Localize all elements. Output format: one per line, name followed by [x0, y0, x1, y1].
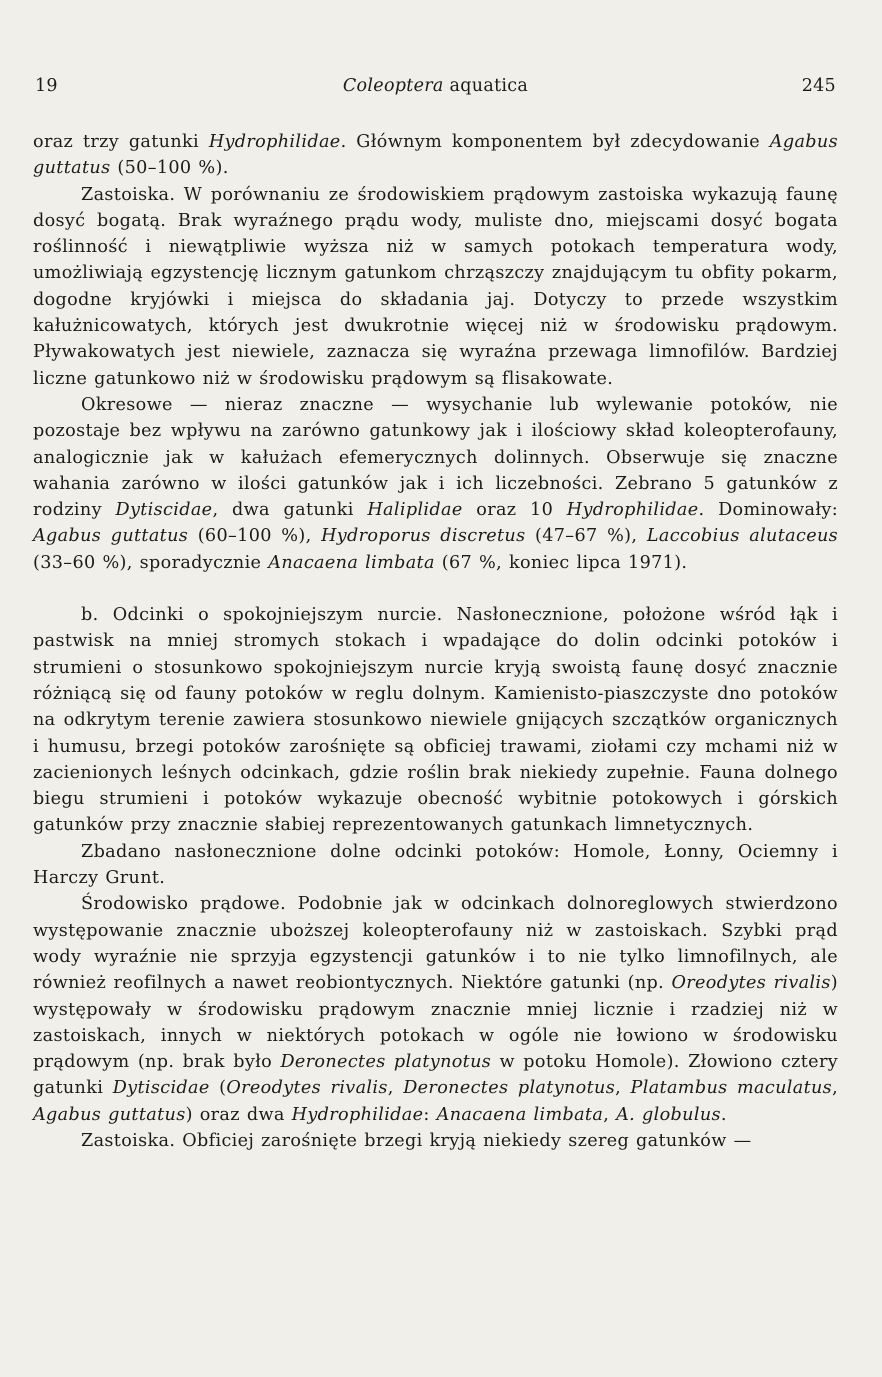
paragraph-p3 [33, 392, 838, 576]
running-title-italic: Coleoptera [342, 76, 444, 96]
italic-taxon-name: Anacaena limbata [436, 1104, 604, 1125]
italic-taxon-name: Oreodytes rivalis [671, 973, 831, 994]
italic-taxon-name: Agabus guttatus [33, 132, 838, 179]
page-number: 245 [801, 76, 836, 96]
text-run: , [387, 1078, 404, 1099]
paragraph-p2 [33, 182, 838, 392]
paragraph-p4 [33, 602, 838, 839]
paragraph-p5 [33, 839, 838, 892]
text-run: ( [209, 1078, 227, 1099]
paragraph-p6 [33, 891, 838, 1128]
text-run: oraz trzy gatunki [33, 132, 209, 152]
text-run: (50–100 %). [110, 158, 229, 179]
italic-taxon-name: Deronectes platynotus [403, 1078, 616, 1099]
italic-taxon-name: A. globulus [616, 1104, 721, 1125]
italic-taxon-name: Dytiscidae [112, 1078, 210, 1099]
italic-taxon-name: Oreodytes rivalis [226, 1078, 388, 1099]
text-run: Okresowe — nieraz znaczne — wysychanie lub wylewanie potoków, nie pozostaje bez wpływu na zarówno gatunkowy jak i ilościowy skład koleopterofauny, analogicznie jak w kałużach efemerycznych dolinnych. Obserwuje się znaczne wahania zarówno w ilości gatunków jak i ich liczebności. Zebrano 5 gatunków z rodziny [33, 394, 838, 521]
text-run: , [832, 1078, 839, 1099]
chapter-number: 19 [35, 76, 58, 96]
text-run: . Dominowały: [698, 500, 839, 521]
text-run: ) występowały w środowisku prądowym znacznie mniej licznie i rzadziej niż w zastoiskach, innych w niektórych potokach w ogóle nie łowiono w środowisku prądowym (np. brak było [33, 973, 839, 1073]
text-run: . Głównym komponentem był zdecydowanie [340, 132, 770, 152]
italic-taxon-name: Haliplidae [367, 500, 463, 521]
italic-taxon-name: Dytiscidae [115, 500, 213, 521]
text-run: . [720, 1104, 727, 1125]
text-run: (33–60 %), sporadycznie [33, 552, 269, 573]
paragraph-p1 [33, 129, 838, 182]
text-run: Zbadano nasłonecznione dolne odcinki potoków: Homole, Łonny, Ociemny i Harczy Grunt. [33, 841, 838, 889]
italic-taxon-name: Hydroporus discretus [321, 526, 526, 547]
text-run: oraz 10 [462, 500, 567, 521]
text-run: (67 %, koniec lipca 1971). [434, 552, 688, 573]
text-run: (60–100 %), [188, 526, 322, 547]
text-run: Środowisko prądowe. Podobnie jak w odcinkach dolnoreglowych stwierdzono występowanie znacznie uboższej koleopterofauny niż w zastoiskach. Szybki prąd wody wyraźnie nie sprzyja egzystencji gatunków i to nie tylko limnofilnych, ale również reofilnych a nawet reobiontycznych. Niektóre gatunki (np. [33, 894, 838, 994]
text-run: , [615, 1078, 631, 1099]
italic-taxon-name: Hydrophilidae [566, 500, 699, 521]
italic-taxon-name: Agabus guttatus [33, 1104, 186, 1125]
text-run: : [423, 1104, 437, 1125]
text-run: b. Odcinki o spokojniejszym nurcie. Nasłonecznione, położone wśród łąk i pastwisk na mniej stromych stokach i wpadające do dolin odcinki potoków i strumieni o stosunkowo spokojniejszym nurcie kryją swoistą faunę dosyć znacznie różniącą się od fauny potoków w reglu dolnym. Kamienisto-piaszczyste dno potoków na odkrytym terenie zawiera stosunkowo niewiele gnijących szczątków organicznych i humusu, brzegi potoków zarośnięte są obficiej trawami, ziołami czy mchami niż w zacienionych leśnych odcinkach, gdzie roślin brak niekiedy zupełnie. Fauna dolnego biegu strumieni i potoków wykazuje obecność wybitnie potokowych i górskich gatunków przy znacznie słabiej reprezentowanych gatunkach limnetycznych. [33, 605, 838, 836]
italic-taxon-name: Hydrophilidae [291, 1104, 424, 1125]
text-run: (47–67 %), [525, 526, 647, 547]
book-page [33, 76, 838, 1154]
running-title [33, 76, 838, 96]
running-title-rest: aquatica [443, 76, 529, 96]
text-run: , dwa gatunki [212, 500, 368, 521]
body-text [33, 129, 838, 1154]
italic-taxon-name: Laccobius alutaceus [646, 526, 839, 547]
italic-taxon-name: Agabus guttatus [33, 526, 189, 547]
text-run: , [603, 1104, 617, 1125]
italic-taxon-name: Deronectes platynotus [280, 1052, 492, 1073]
italic-taxon-name: Anacaena limbata [268, 552, 435, 573]
italic-taxon-name: Platambus maculatus [630, 1078, 833, 1099]
text-run: w potoku Homole). Złowiono cztery gatunki [33, 1052, 838, 1099]
paragraph-p7 [33, 1128, 838, 1154]
running-head [33, 76, 838, 104]
text-run: Zastoiska. Obficiej zarośnięte brzegi kryją niekiedy szereg gatunków — [81, 1130, 752, 1151]
text-run: ) oraz dwa [185, 1104, 292, 1125]
text-run: Zastoiska. W porównaniu ze środowiskiem prądowym zastoiska wykazują faunę dosyć bogatą. Brak wyraźnego prądu wody, muliste dno, miejscami dosyć bogata roślinność i niewątpliwie wyższa niż w samych potokach temperatura wody, umożliwiają egzystencję licznym gatunkom chrząszczy znajdującym tu obfity pokarm, dogodne kryjówki i miejsca do składania jaj. Dotyczy to przede wszystkim kałużnicowatych, których jest dwukrotnie więcej niż w środowisku prądowym. Pływakowatych jest niewiele, zaznacza się wyraźna przewaga limnofilów. Bardziej liczne gatunkowo niż w środowisku prądowym są flisakowate. [33, 184, 838, 389]
italic-taxon-name: Hydrophilidae [208, 132, 341, 152]
paragraph-gap [33, 576, 838, 602]
